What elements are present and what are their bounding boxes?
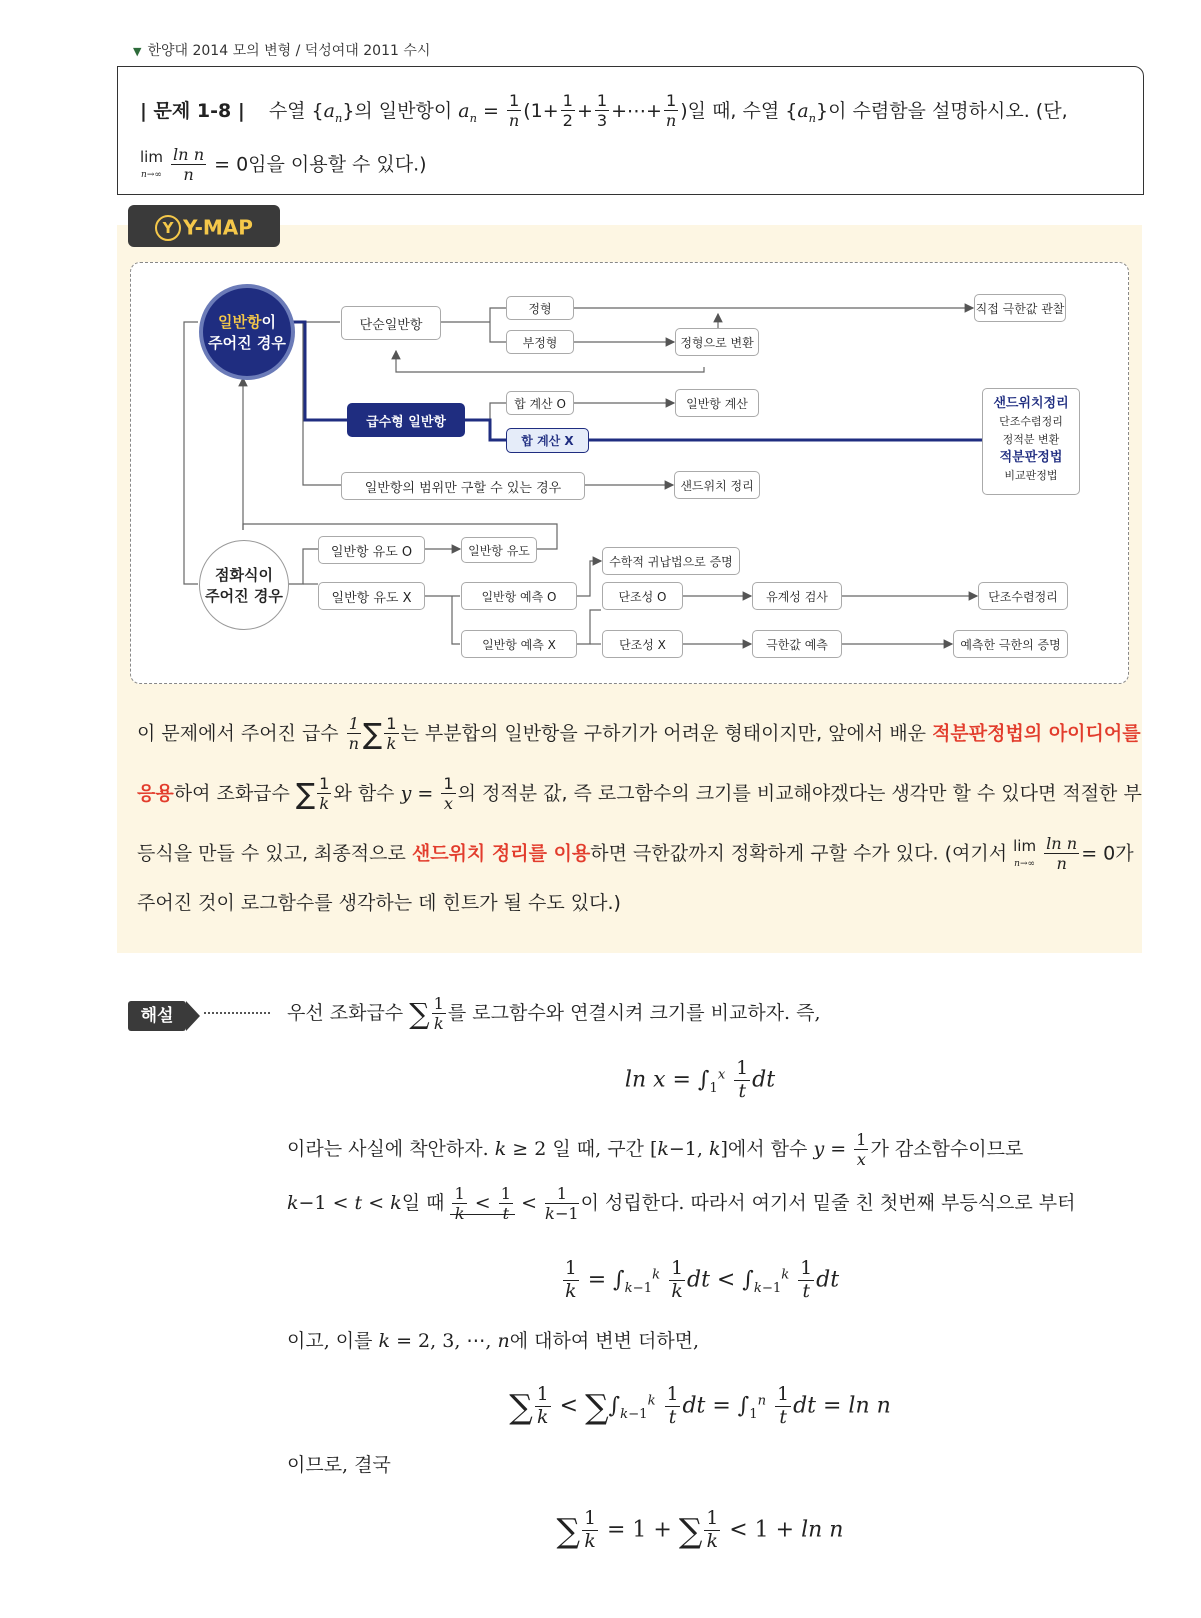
node-bounded: 유계성 검사 [752, 582, 842, 610]
node-predict-o: 일반항 예측 O [461, 582, 577, 610]
explanation-line-1: 이 문제에서 주어진 급수 $\frac{1}{n}$ ∑ $\frac{1}{k}$ 는 부분합의 일반항을 구하기가 어려운 형태이지만, 앞에서 배운 적분판정법의 아이디어를 [137, 714, 1141, 754]
solution-line-4: 이고, 이를 k = 2, 3, ⋯, n에 대하여 변변 더하면, [287, 1330, 700, 1352]
node-derive-x: 일반항 유도 X [318, 582, 425, 610]
solution-line-1: 우선 조화급수 ∑ $\frac{1}{k}$ 를 로그함수와 연결시켜 크기를 비교하자. 즉, [287, 994, 821, 1034]
solution-line-2: 이라는 사실에 착안하자. k ≥ 2 일 때, 구간 [k−1, k]에서 함수 y = $\frac{1}{x}$ 가 감소함수이므로 [287, 1130, 1024, 1170]
node-mono-conv: 단조수렴정리 [978, 582, 1068, 610]
node-sandwich: 샌드위치 정리 [674, 471, 760, 499]
node-to-jeonghyeong: 정형으로 변환 [675, 328, 759, 356]
explanation-line-3: 등식을 만들 수 있고, 최종적으로 샌드위치 정리를 이용하면 극한값까지 정확하게 구할 수가 있다. (여기서 lim n→∞ $\frac{\text{ln n}}{n}$ = 0가 [137, 834, 1134, 874]
recurrence-circle: 점화식이 주어진 경우 [199, 540, 289, 630]
solution-label: 해설 [128, 1001, 186, 1031]
node-jeonghyeong: 정형 [506, 296, 574, 320]
equation-integral-ineq: $\frac{1}{k}$ = $\int_{k-1}^k$ $\frac{1}{k}$ dt < $\int_{k-1}^k$ $\frac{1}{t}$ dt [564, 1258, 840, 1302]
problem-text-1: 수열 $\{a_n\}$의 일반항이 $a_n$ = $\frac{1}{n}$ (1+ $\frac{1}{2}$ + $\frac{1}{3}$ +⋯+ $\frac{1}{n}$ )일 때, 수열 $\{a_n\}$이 수렴함을 설명하시오. (단, [268, 91, 1068, 131]
explanation-line-2: 응용하여 조화급수 ∑ $\frac{1}{k}$ 와 함수 y = $\frac{1}{x}$ 의 정적분 값, 즉 로그함수의 크기를 비교해야겠다는 생각만 할 수 있다면 적절한 부 [137, 774, 1142, 814]
solution-dots [204, 1012, 270, 1014]
node-prove-limit: 예측한 극한의 증명 [953, 630, 1068, 658]
node-induction: 수학적 귀납법으로 증명 [602, 547, 740, 575]
node-range-only: 일반항의 범위만 구할 수 있는 경우 [341, 472, 585, 500]
node-sum-o: 합 계산 O [506, 391, 574, 415]
node-mono-o: 단조성 O [602, 582, 683, 610]
node-sum-x: 합 계산 X [506, 428, 589, 453]
node-derive: 일반항 유도 [461, 537, 537, 563]
node-series: 급수형 일반항 [347, 403, 465, 437]
solution-arrow-icon [186, 1001, 200, 1031]
node-simple: 단순일반항 [341, 306, 441, 340]
source-line: ▼ 한양대 2014 모의 변형 / 덕성여대 2011 수시 [133, 43, 431, 59]
solution-line-3: k−1 < t < k일 때 $\frac{1}{k}$ < $\frac{1}{t}$ < $\frac{1}{k-1}$ 이 성립한다. 따라서 여기서 밑줄 친 첫번째 부등식으로 부터 [287, 1184, 1076, 1224]
node-bujeonghyeong: 부정형 [506, 330, 574, 354]
problem-label: | 문제 1-8 | [140, 99, 245, 122]
equation-sum-bound: ∑ $\frac{1}{k}$ < $\sum\int_{k-1}^k$ $\frac{1}{t}$ dt = $\int_1^n$ $\frac{1}{t}$ dt = ln n [509, 1384, 891, 1428]
method-summary-box: 샌드위치정리 단조수렴정리 정적분 변환 적분판정법 비교판정법 [982, 388, 1080, 495]
node-gen-calc: 일반항 계산 [675, 389, 759, 417]
problem-line-2: lim n→∞ $\frac{\text{ln n}}{n}$ = 0임을 이용할 수 있다.) [140, 145, 427, 185]
node-limit-predict: 극한값 예측 [752, 630, 842, 658]
equation-ln-integral: $\ln x = \int_1^x$ $\frac{1}{t}$ dt [624, 1058, 776, 1102]
node-mono-x: 단조성 X [602, 630, 683, 658]
general-term-circle: 일반항이 주어진 경우 [199, 284, 295, 380]
node-direct-limit: 직접 극한값 관찰 [974, 294, 1066, 322]
solution-line-5: 이므로, 결국 [287, 1454, 391, 1476]
node-derive-o: 일반항 유도 O [318, 536, 425, 564]
equation-final: ∑ $\frac{1}{k}$ = 1 + ∑ $\frac{1}{k}$ < 1 + ln n [556, 1508, 844, 1552]
explanation-line-4: 주어진 것이 로그함수를 생각하는 데 힌트가 될 수도 있다.) [137, 892, 621, 914]
ymap-tag: Y Y-MAP [128, 205, 280, 247]
node-predict-x: 일반항 예측 X [461, 630, 577, 658]
triangle-icon: ▼ [133, 45, 142, 58]
y-circle-icon: Y [155, 215, 181, 241]
